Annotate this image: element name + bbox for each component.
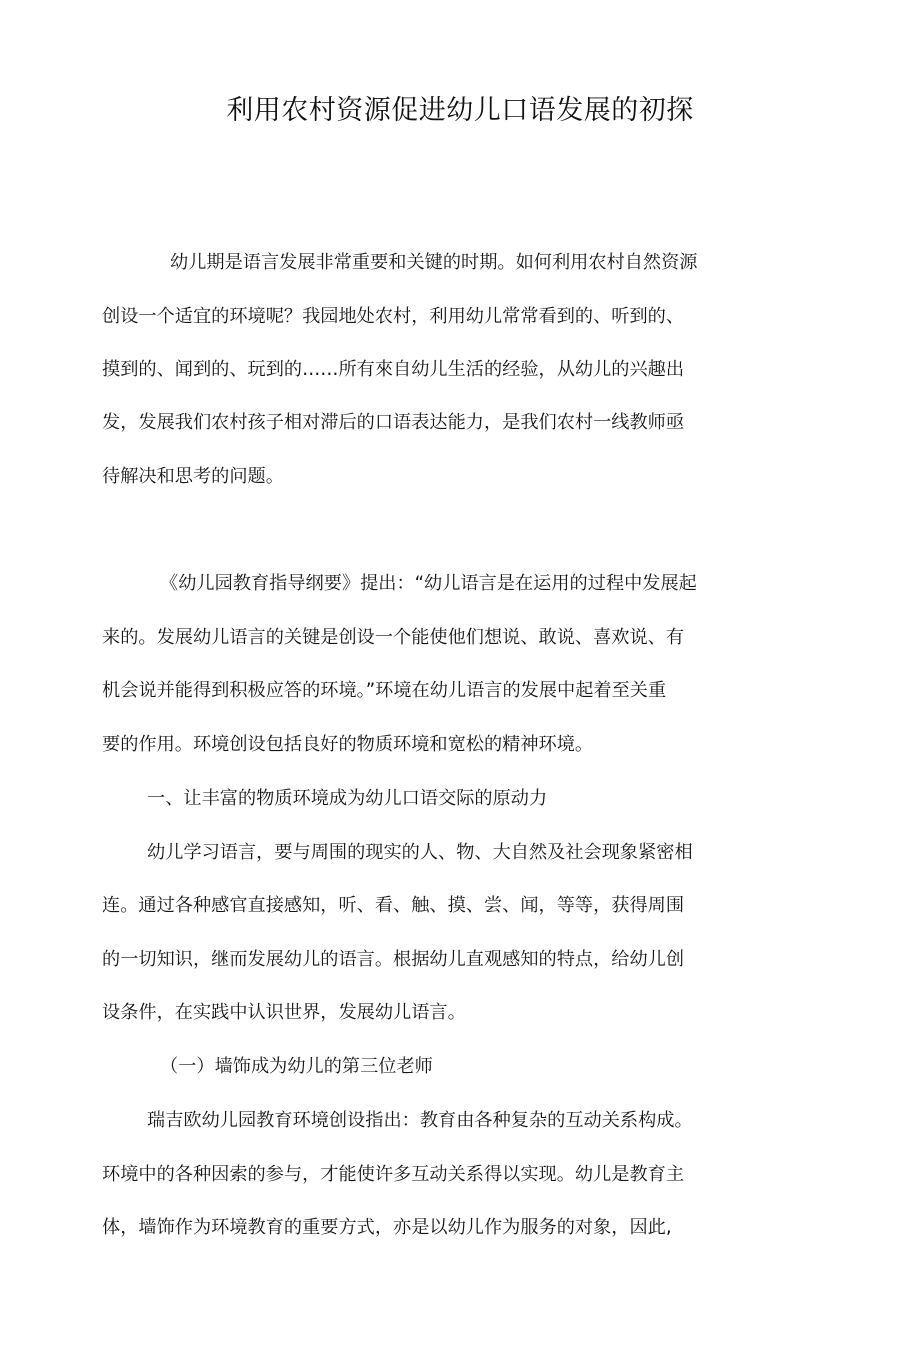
paragraph-line: 幼儿期是语言发展非常重要和关键的时期。如何利用农村自然资源 — [170, 252, 698, 273]
section-heading: 一、让丰富的物质环境成为幼儿口语交际的原动力 — [147, 788, 548, 809]
paragraph-line: 待解决和思考的问题。 — [102, 466, 284, 487]
paragraph-line: 《幼儿园教育指导纲要》提出：“幼儿语言是在运用的过程中发展起 — [160, 573, 697, 594]
paragraph-line: 发，发展我们农村孩子相对滞后的口语表达能力，是我们农村一线教师亟 — [102, 412, 685, 433]
paragraph-line: 摸到的、闻到的、玩到的……所有來自幼儿生活的经验，从幼儿的兴趣出 — [102, 359, 685, 380]
paragraph-line: 环境中的各种因索的参与，才能使许多互动关系得以实现。幼儿是教育主 — [102, 1164, 685, 1185]
paragraph-line: 幼儿学习语言，要与周围的现实的人、物、大自然及社会现象紧密相 — [147, 842, 693, 863]
subsection-heading: （一）墙饰成为幼儿的第三位老师 — [160, 1056, 433, 1077]
paragraph-line: 创设一个适宜的环境呢？我园地处农村，利用幼儿常常看到的、听到的、 — [102, 306, 685, 327]
paragraph-line: 来的。发展幼儿语言的关键是创设一个能使他们想说、敢说、喜欢说、有 — [102, 627, 685, 648]
paragraph-line: 的一切知识，继而发展幼儿的语言。根据幼儿直观感知的特点，给幼儿创 — [102, 949, 685, 970]
paragraph-line: 体，墙饰作为环境教育的重要方式，亦是以幼儿作为服务的对象，因此, — [102, 1217, 672, 1238]
paragraph-line: 瑞吉欧幼儿园教育环境创设指出：教育由各种复杂的互动关系构成。 — [147, 1110, 693, 1131]
paragraph-line: 连。通过各种感官直接感知，听、看、触、摸、尝、闻，等等，获得周围 — [102, 895, 685, 916]
paragraph-line: 设条件，在实践中认识世界，发展幼儿语言。 — [102, 1002, 466, 1023]
paragraph-line: 机会说并能得到积极应答的环境。”环境在幼儿语言的发展中起着至关重 — [102, 680, 667, 701]
document-title: 利用农村资源促进幼儿口语发展的初探 — [226, 95, 694, 126]
paragraph-line: 要的作用。环境创设包括良好的物质环境和宽松的精神环境。 — [102, 734, 594, 755]
